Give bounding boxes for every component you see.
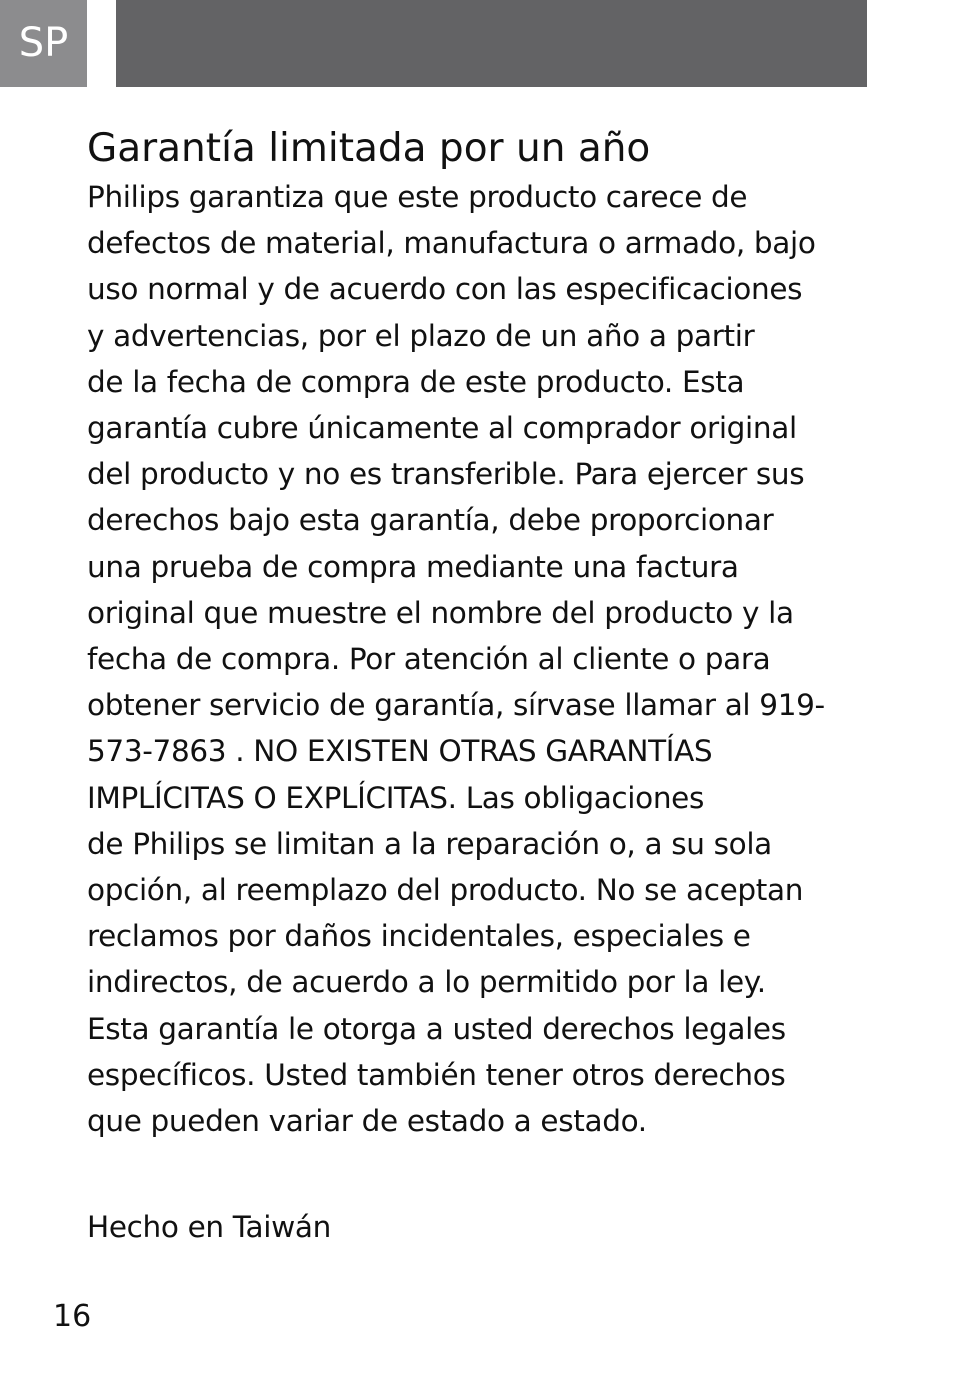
language-tab: [0, 0, 87, 87]
paragraph-line: uso normal y de acuerdo con las especificaciones: [87, 272, 803, 307]
paragraph-line: Esta garantía le otorga a usted derechos legales: [87, 1011, 786, 1046]
paragraph-line: de la fecha de compra de este producto. Esta: [87, 364, 745, 399]
paragraph-line: 573-7863 . NO EXISTEN OTRAS GARANTÍAS: [87, 734, 713, 769]
paragraph-line: una prueba de compra mediante una factura: [87, 549, 739, 584]
warranty-paragraph: [87, 174, 877, 1144]
paragraph-line: y advertencias, por el plazo de un año a partir: [87, 318, 755, 353]
page-number: 16: [53, 1299, 92, 1334]
warranty-section: [87, 124, 877, 1144]
language-code: SP: [18, 20, 69, 66]
paragraph-line: que pueden variar de estado a estado.: [87, 1104, 647, 1139]
paragraph-line: original que muestre el nombre del producto y la: [87, 595, 794, 630]
paragraph-line: indirectos, de acuerdo a lo permitido por la ley.: [87, 965, 766, 1000]
paragraph-line: garantía cubre únicamente al comprador original: [87, 411, 797, 446]
paragraph-line: reclamos por daños incidentales, especiales e: [87, 919, 751, 954]
paragraph-line: fecha de compra. Por atención al cliente o para: [87, 642, 771, 677]
page-title: Garantía limitada por un año: [87, 126, 651, 171]
paragraph-line: defectos de material, manufactura o armado, bajo: [87, 226, 816, 261]
country-of-origin: Hecho en Taiwán: [87, 1210, 331, 1244]
paragraph-line: derechos bajo esta garantía, debe proporcionar: [87, 503, 774, 538]
paragraph-line: obtener servicio de garantía, sírvase llamar al 919-: [87, 688, 825, 723]
paragraph-line: de Philips se limitan a la reparación o, a su sola: [87, 826, 772, 861]
header-bar: [116, 0, 867, 87]
paragraph-line: Philips garantiza que este producto carece de: [87, 180, 748, 214]
paragraph-line: del producto y no es transferible. Para ejercer sus: [87, 457, 805, 492]
paragraph-line: IMPLÍCITAS O EXPLÍCITAS. Las obligaciones: [87, 780, 705, 815]
paragraph-line: opción, al reemplazo del producto. No se aceptan: [87, 873, 804, 908]
paragraph-line: específicos. Usted también tener otros derechos: [87, 1057, 786, 1092]
